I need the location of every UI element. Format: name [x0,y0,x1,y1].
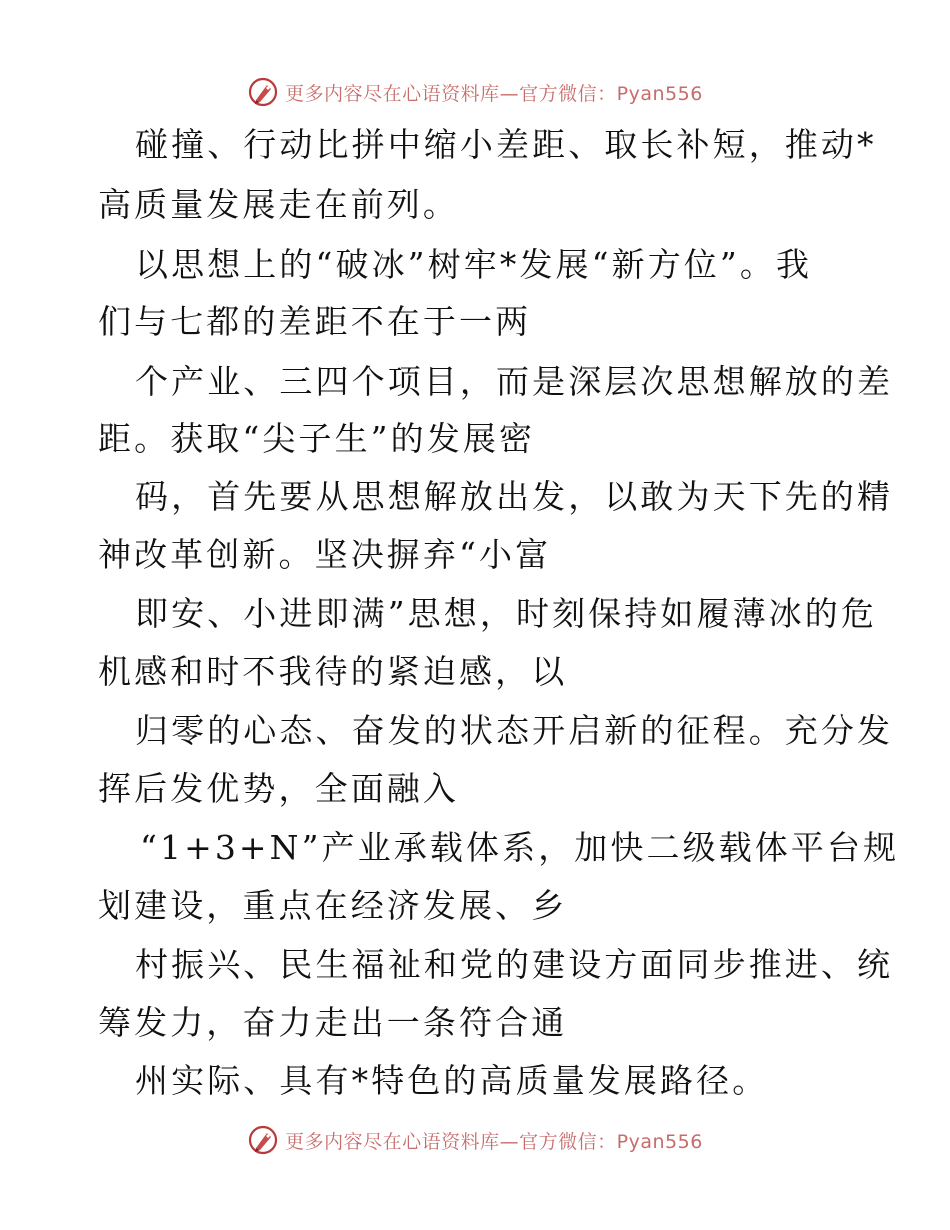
paragraph-line: 距。获取“尖子生”的发展密 [98,419,536,458]
paragraph-line: 碰撞、行动比拼中缩小差距、取长补短，推动* [135,125,877,164]
pen-nib-logo-icon [247,76,279,108]
paragraph-line: 个产业、三四个项目，而是深层次思想解放的差 [135,362,894,401]
paragraph-line: 即安、小进即满”思想，时刻保持如履薄冰的危 [135,594,877,633]
paragraph-line: 州实际、具有*特色的高质量发展路径。 [135,1061,769,1100]
paragraph-line: 村振兴、民生福祉和党的建设方面同步推进、统 [135,945,894,984]
header-watermark [0,72,950,112]
watermark-text: 更多内容尽在心语资料库—官方微信：Pyan556 [285,82,703,105]
paragraph-line: 划建设，重点在经济发展、乡 [98,886,568,925]
pen-nib-logo-icon [247,1124,279,1156]
paragraph-line: 归零的心态、奋发的状态开启新的征程。充分发 [135,711,894,750]
watermark-text: 更多内容尽在心语资料库—官方微信：Pyan556 [285,1130,703,1153]
paragraph-line: 筹发力，奋力走出一条符合通 [98,1003,568,1042]
paragraph-line: “1+3+N”产业承载体系，加快二级载体平台规 [140,828,900,867]
paragraph-line: 们与七都的差距不在于一两 [98,302,532,341]
paragraph-line: 高质量发展走在前列。 [98,185,459,224]
paragraph-line: 神改革创新。坚决摒弃“小富 [98,535,552,574]
paragraph-line: 码，首先要从思想解放出发，以敢为天下先的精 [135,477,894,516]
paragraph-line: 挥后发优势，全面融入 [98,769,459,808]
paragraph-line: 机感和时不我待的紧迫感，以 [98,652,568,691]
footer-watermark [0,1120,950,1160]
paragraph-line: 以思想上的“破冰”树牢*发展“新方位”。我 [135,245,813,284]
